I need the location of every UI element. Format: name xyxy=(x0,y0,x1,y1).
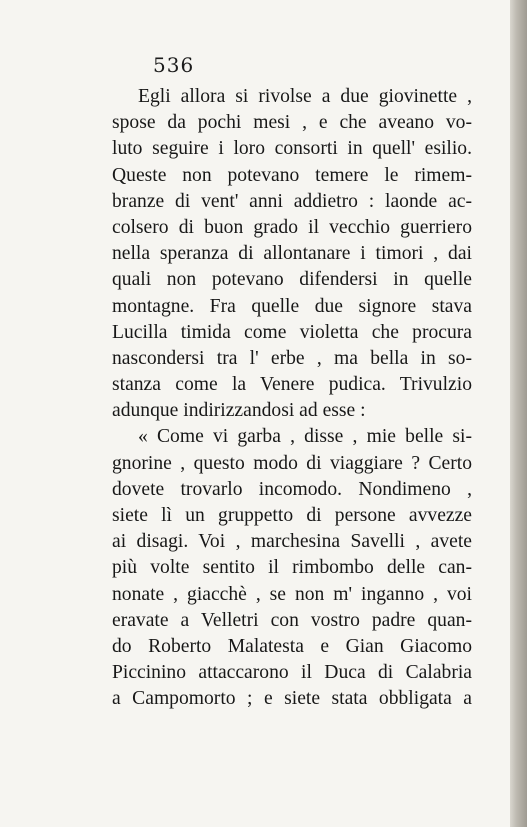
text-line: a Campomorto ; e siete stata obbligata a xyxy=(112,688,472,710)
text-line: adunque indirizzandosi ad esse : xyxy=(112,400,366,422)
text-line: quali non potevano difendersi in quelle xyxy=(112,269,472,291)
text-line: branze di vent' anni addietro : laonde ac- xyxy=(112,190,472,212)
body-text xyxy=(112,84,472,713)
text-line: do Roberto Malatesta e Gian Giacomo xyxy=(112,635,472,657)
text-line: nascondersi tra l' erbe , ma bella in so- xyxy=(112,347,472,369)
page-number: 536 xyxy=(153,53,195,77)
text-line: luto seguire i loro consorti in quell' esilio. xyxy=(112,138,472,160)
text-line: nonate , giacchè , se non m' inganno , voi xyxy=(112,583,472,605)
text-line: Queste non potevano temere le rimem- xyxy=(112,164,472,186)
text-line: siete lì un gruppetto di persone avvezze xyxy=(112,505,472,526)
text-line: più volte sentito il rimbombo delle can- xyxy=(112,557,472,579)
text-line: Egli allora si rivolse a due giovinette , xyxy=(138,86,472,107)
text-line: eravate a Velletri con vostro padre quan- xyxy=(112,609,472,631)
text-line: spose da pochi mesi , e che aveano vo- xyxy=(112,112,472,134)
text-line: stanza come la Venere pudica. Trivulzio xyxy=(112,374,472,396)
text-line: « Come vi garba , disse , mie belle si- xyxy=(138,426,472,448)
text-line: gnorine , questo modo di viaggiare ? Certo xyxy=(112,452,472,474)
text-line: dovete trovarlo incomodo. Nondimeno , xyxy=(112,478,472,500)
book-spine-shadow xyxy=(510,0,527,827)
text-line: ai disagi. Voi , marchesina Savelli , avete xyxy=(112,531,472,553)
text-line: Lucilla timida come violetta che procura xyxy=(112,321,472,343)
text-line: Piccinino attaccarono il Duca di Calabria xyxy=(112,662,472,684)
text-line: nella speranza di allontanare i timori , dai xyxy=(112,243,472,265)
text-line: colsero di buon grado il vecchio guerriero xyxy=(112,216,472,238)
text-line: montagne. Fra quelle due signore stava xyxy=(112,295,472,317)
